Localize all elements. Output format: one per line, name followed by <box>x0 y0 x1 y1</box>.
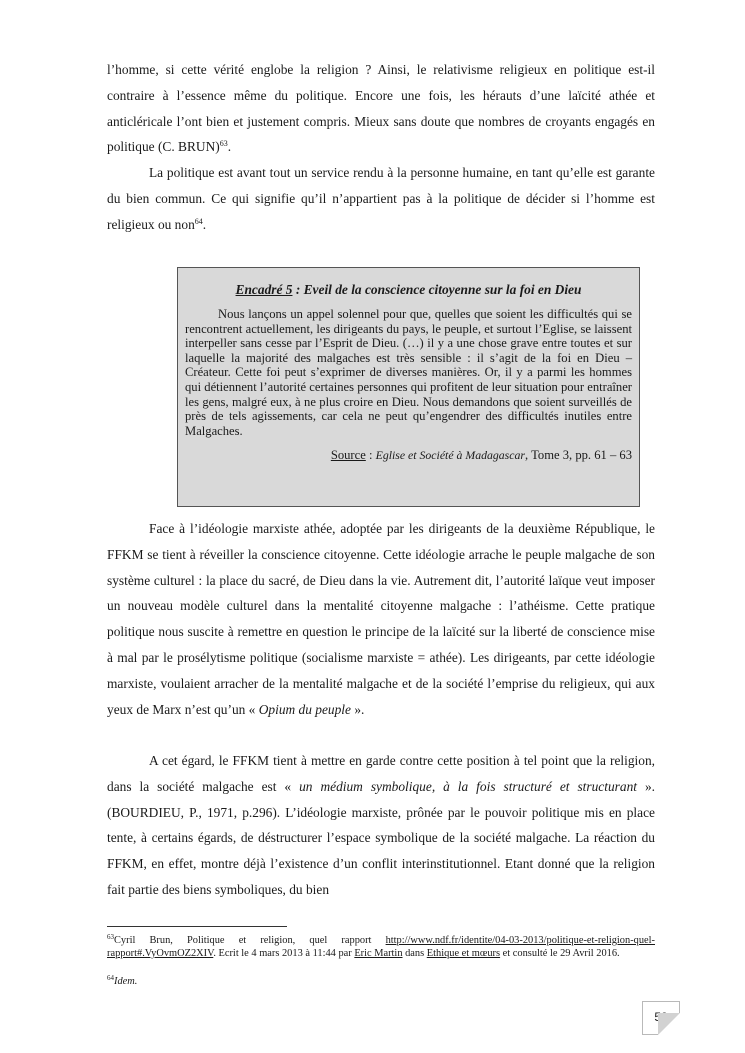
footnote-text: Cyril Brun, Politique et religion, quel rapport <box>114 935 386 946</box>
encadre-body: Nous lançons un appel solennel pour que, quelles que soient les difficultés qui se rencontrent actuellement, les dirigeants du pays, le peuple, et surtout l’Eglise, se laissent interpeller sans cesse par l’Esprit de Dieu. (…) il y a une chose grave entre toutes et sur laquelle la majorité des malgaches est très sensible : il s’agit de la foi en Dieu – Créateur. Cette foi peut s’exprimer de diverses manières. Or, il y a parmi les hommes qui détiennent l’autorité certaines personnes qui profitent de leur situation pour entraîner les gens, malgré eux, à ne plus croire en Dieu. Nous demandons que soient surveillés de près de tels agissements, car cela ne peut qu’engendrer des difficultés inutiles entre Malgaches. <box>185 307 632 438</box>
paragraph-text: La politique est avant tout un service rendu à la personne humaine, en tant qu’elle est garante du bien commun. Ce qui signifie qu’il n’appartient pas à la politique de décider si l’homme est religieux ou non <box>107 165 655 232</box>
encadre-box <box>177 267 640 507</box>
footnote-url-link[interactable]: http://www.ndf.fr/identite/04-03-2013/politique-et-religion-quel-rapport#.VyOvmOZ2XIV <box>107 935 655 959</box>
paragraph-1 <box>107 57 655 160</box>
page-number-text: 52 <box>654 1010 668 1024</box>
paragraph-text: l’homme, si cette vérité englobe la religion ? Ainsi, le relativisme religieux en politique est-il contraire à l’essence même du politique. Encore une fois, les hérauts d’une laïcité athée et anticléricale l’ont bien et justement compris. Mieux sans doute que nombres de croyants engagés en politique (C. BRUN) <box>107 62 655 155</box>
paragraph-end: . <box>227 139 232 155</box>
paragraph-4 <box>107 748 655 903</box>
encadre-label: Encadré 5 <box>235 282 293 297</box>
paragraph-2 <box>107 160 655 237</box>
source-rest: , Tome 3, pp. 61 – 63 <box>525 448 632 463</box>
page-number <box>642 1001 680 1035</box>
paragraph-italic: un médium symbolique, à la fois structuré et structurant <box>299 778 637 794</box>
paragraph-italic: Opium du peuple <box>258 701 351 717</box>
encadre-title <box>185 281 632 299</box>
footnote-63 <box>107 934 655 960</box>
footnote-text: dans <box>402 948 427 959</box>
encadre-title-text: : Eveil de la conscience citoyenne sur la foi en Dieu <box>292 282 582 297</box>
footnote-text: et consulté le 29 Avril 2016. <box>500 948 620 959</box>
author-link[interactable]: Eric Martin <box>354 948 403 959</box>
paragraph-rest: ». (BOURDIEU, P., 1971, p.296). L’idéologie marxiste, prônée par le pouvoir politique mis en place tente, à certains égards, de déstructurer l’espace symbolique de la société malgache. La réaction du FFKM, en effet, montre déjà l’existence d’un conflit interinstitutionnel. Etant donné que la religion fait partie des biens symboliques, du bien <box>107 778 655 897</box>
category-link[interactable]: Ethique et mœurs <box>426 948 501 959</box>
paragraph-text: Face à l’idéologie marxiste athée, adoptée par les dirigeants de la deuxième République, le FFKM se tient à réveiller la conscience citoyenne. Cette idéologie arrache le peuple malgache de son système culturel : la place du sacré, de Dieu dans la vie. Autrement dit, l’autorité laïque veut imposer un nouveau modèle culturel dans la mentalité citoyenne malgache : l’athéisme. Cette pratique politique nous suscite à remettre en question le principe de la laïcité sur la liberté de conscience mise à mal par le prosélytisme politique (socialisme marxiste = athée). Les dirigeants, par cette idéologie marxiste, voulaient arracher de la mentalité malgache et de la société l’emprise du religieux, qui aux yeux de Marx n’est qu’un « <box>107 521 655 717</box>
footnote-text: Idem. <box>114 976 138 987</box>
footnote-number: 63 <box>107 933 114 941</box>
page-curl-icon <box>658 1013 680 1035</box>
footnote-text: . Ecrit le 4 mars 2013 à 11:44 par <box>213 948 355 959</box>
paragraph-end: . <box>202 216 207 232</box>
footnote-ref-63[interactable]: 63 <box>219 139 228 149</box>
paragraph-end: ». <box>350 701 365 717</box>
source-title: Eglise et Société à Madagascar <box>375 448 526 463</box>
footnote-separator <box>107 926 287 927</box>
encadre-source <box>185 448 632 463</box>
footnote-number: 64 <box>107 974 114 982</box>
footnote-ref-64[interactable]: 64 <box>194 216 203 226</box>
footnote-64 <box>107 975 655 988</box>
source-label: Source <box>330 448 366 463</box>
paragraph-3 <box>107 516 655 722</box>
source-sep: : <box>365 448 376 463</box>
paragraph-text: A cet égard, le FFKM tient à mettre en garde contre cette position à tel point que la religion, dans la société malgache est « <box>107 753 655 794</box>
